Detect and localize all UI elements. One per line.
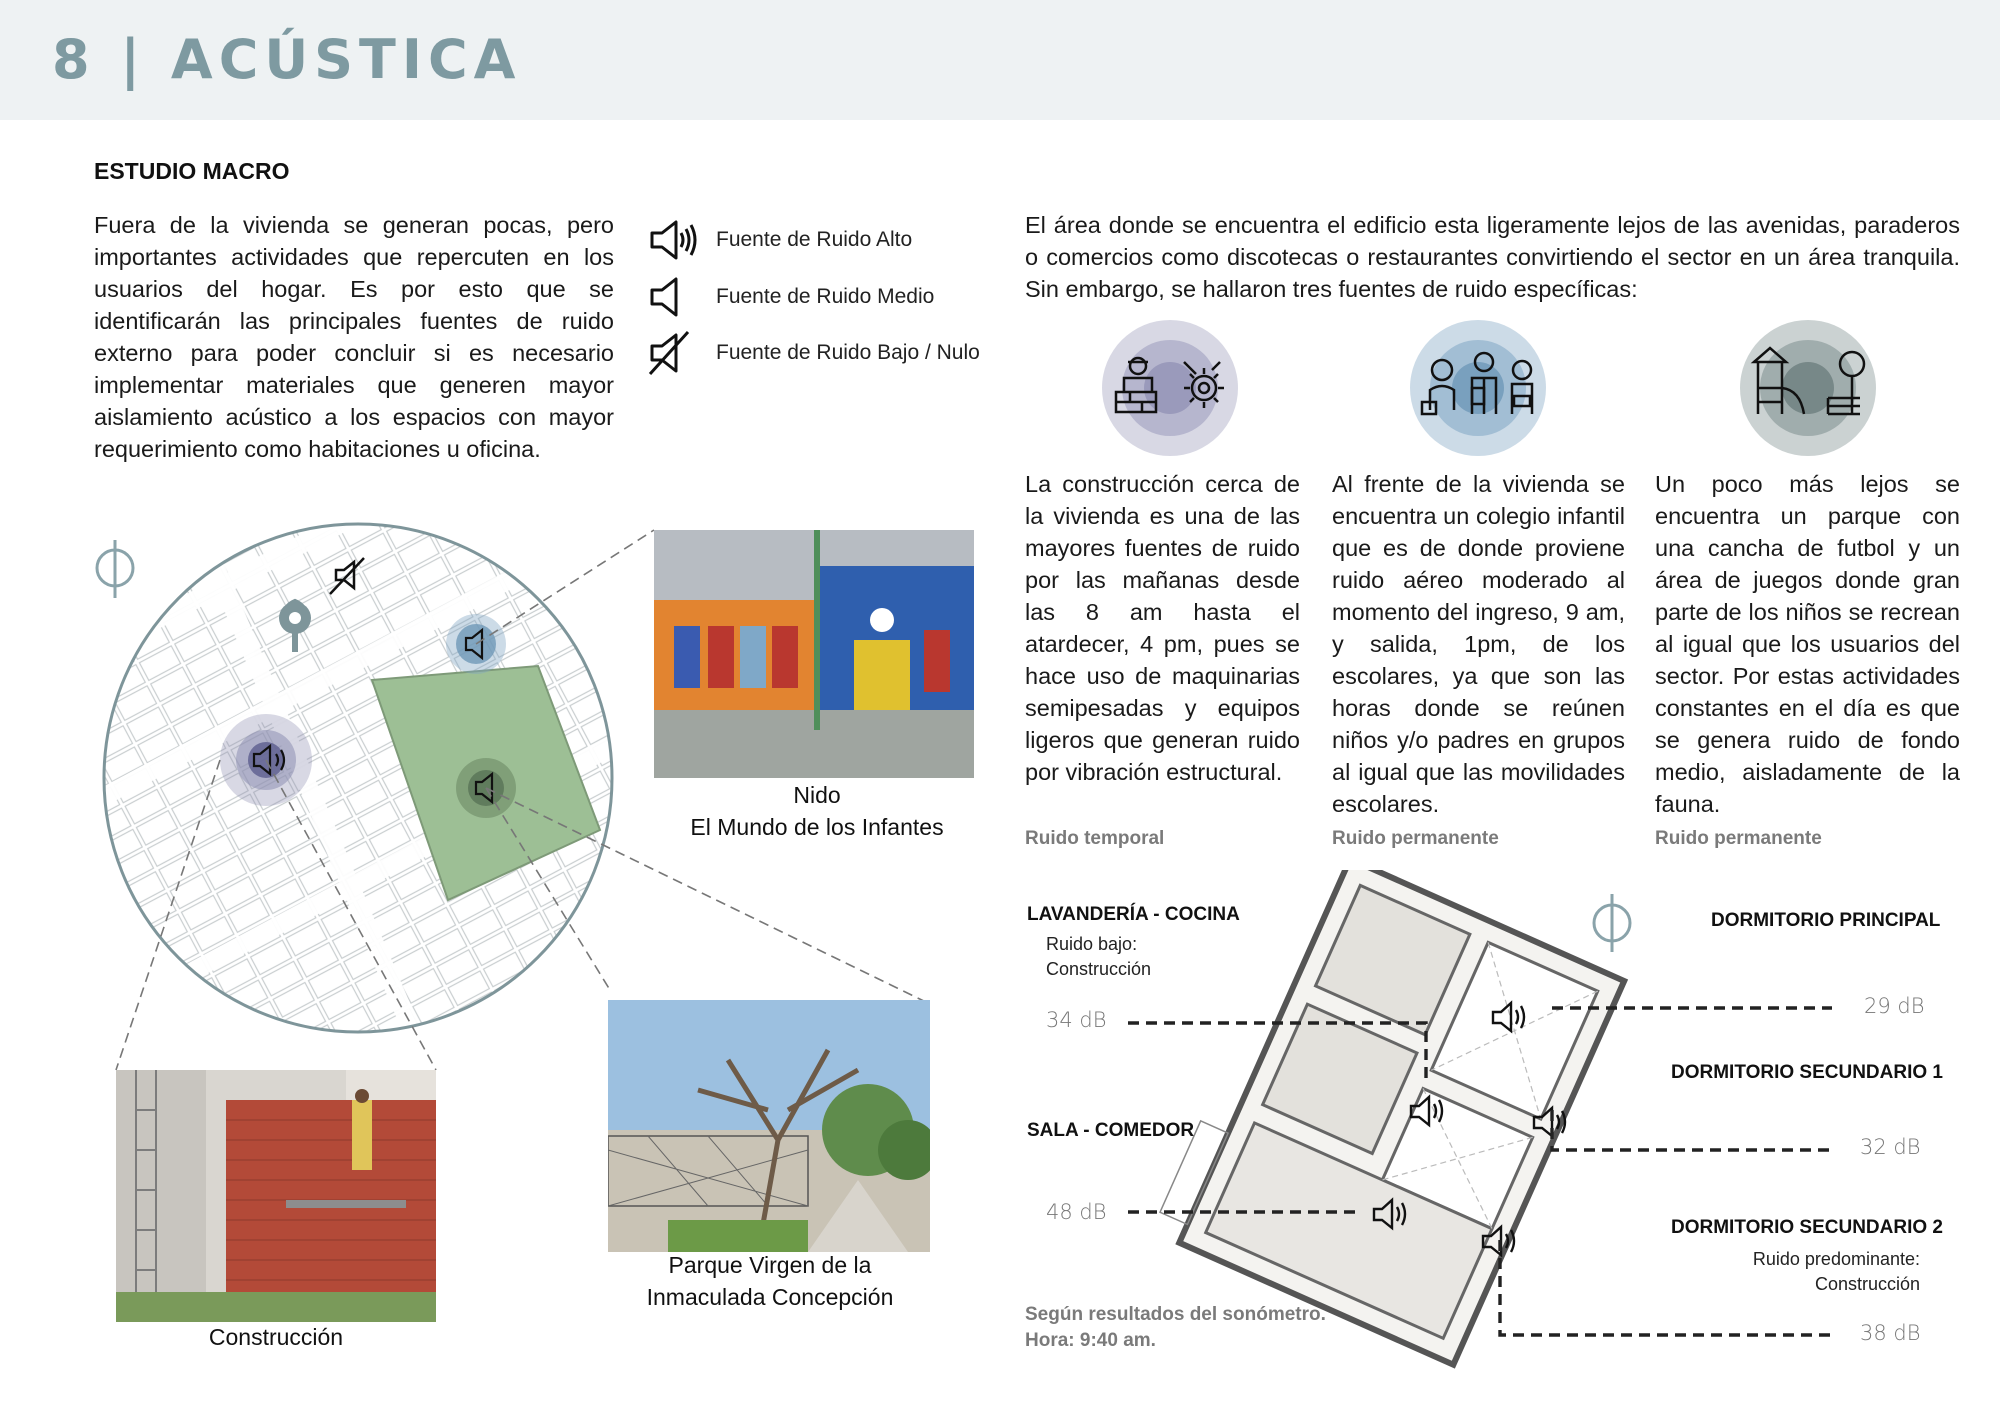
caption-line: El Mundo de los Infantes: [690, 814, 944, 840]
db-reading-sala: 48 dB: [1046, 1200, 1107, 1224]
photo-nido: [654, 530, 974, 778]
speaker-muted-icon: [648, 330, 698, 376]
db-reading-dormitorio-secundario-1: 32 dB: [1860, 1135, 1921, 1159]
photo-construccion: [116, 1070, 436, 1322]
school-children-icon: [1408, 318, 1548, 458]
room-label-lavanderia: LAVANDERÍA - COCINA: [1027, 904, 1240, 925]
room-note-line: Construcción: [1814, 1274, 1920, 1294]
sonometer-footnote: [1025, 1302, 1326, 1354]
speaker-medium-icon: [648, 274, 698, 320]
photo-parque: [608, 1000, 930, 1252]
intro-left-paragraph: Fuera de la vivienda se generan pocas, pero importantes actividades que repercuten en los usuarios del hogar. Es por esto que se identificarán las principales fuentes de ruido externo para poder concluir si es necesario implementar materiales que generen mayor aislamiento acústico a los espacios con mayor requerimiento como habitaciones u oficina.: [94, 212, 614, 462]
footnote-line: Hora: 9:40 am.: [1025, 1330, 1156, 1351]
playground-icon: [1738, 318, 1878, 458]
noise-type-label: Ruido permanente: [1655, 828, 1822, 849]
room-note-line: Construcción: [1046, 959, 1152, 979]
caption-parque: [600, 1249, 940, 1313]
caption-nido: [654, 779, 980, 843]
noise-type-label: Ruido temporal: [1025, 828, 1165, 849]
legend-label: Fuente de Ruido Bajo / Nulo: [716, 341, 980, 364]
caption-line: Nido: [793, 782, 841, 808]
legend-item-low: [648, 330, 980, 376]
construction-worker-icon: [1100, 318, 1240, 458]
source-text-park: Un poco más lejos se encuentra un parque con una cancha de futbol y un área de juegos donde gran parte de los niños se recrean al igual que los usuarios del sector. Por estas actividades constantes en el día es que se genera ruido de fondo medio, aisladamente de la fauna.: [1655, 471, 1960, 817]
page-title: 8 | ACÚSTICA: [52, 28, 522, 91]
source-text-school: Al frente de la vivienda se encuentra un colegio infantil que es de donde proviene ruido aéreo moderado al momento del ingreso, 9 am, y salida, 1pm, de los escolares, ya que son las horas donde se reúnen niños y/o padres en grupos al igual que las movilidades escolares.: [1332, 471, 1625, 817]
source-text-construction: La construcción cerca de la vivienda es una de las mayores fuentes de ruido por las mañanas desde las 8 am hasta el atardecer, 4 pm, pues se hace uso de maquinarias semipesadas y equipos ligeros que generan ruido por vibración estructural.: [1025, 471, 1300, 785]
north-arrow-icon: [97, 540, 133, 598]
intro-right-paragraph: El área donde se encuentra el edificio esta ligeramente lejos de las avenidas, paraderos o comercios como discotecas o restaurantes convirtiendo el sector en un área tranquila. Sin embargo, se hallaron tres fuentes de ruido específicas:: [1025, 212, 1960, 302]
speaker-high-icon: [648, 217, 698, 263]
room-note-line: Ruido bajo:: [1046, 934, 1138, 954]
page-header: [0, 0, 2000, 120]
room-label-sala: SALA - COMEDOR: [1027, 1120, 1195, 1141]
room-label-dormitorio-principal: DORMITORIO PRINCIPAL: [1711, 910, 1941, 931]
legend-item-high: [648, 217, 912, 263]
caption-construccion: Construcción: [208, 1324, 344, 1350]
room-label-dormitorio-secundario-1: DORMITORIO SECUNDARIO 1: [1671, 1062, 1944, 1083]
north-arrow-icon: [1590, 892, 1634, 954]
noise-type-label: Ruido permanente: [1332, 828, 1499, 849]
caption-line: Inmaculada Concepción: [646, 1284, 894, 1310]
legend-label: Fuente de Ruido Medio: [716, 285, 935, 308]
caption-line: Parque Virgen de la: [668, 1252, 872, 1278]
footnote-line: Según resultados del sonómetro.: [1025, 1304, 1326, 1325]
db-reading-dormitorio-secundario-2: 38 dB: [1860, 1321, 1921, 1345]
room-note-dormitorio-secundario-2: [1700, 1247, 1920, 1297]
db-reading-lavanderia: 34 dB: [1046, 1008, 1107, 1032]
room-note-lavanderia: [1046, 932, 1151, 982]
room-label-dormitorio-secundario-2: DORMITORIO SECUNDARIO 2: [1671, 1217, 1944, 1238]
db-reading-dormitorio-principal: 29 dB: [1864, 994, 1925, 1018]
room-note-line: Ruido predominante:: [1752, 1249, 1920, 1269]
legend-label: Fuente de Ruido Alto: [716, 228, 913, 251]
section-title: ESTUDIO MACRO: [94, 158, 290, 184]
legend-item-medium: [648, 274, 934, 320]
